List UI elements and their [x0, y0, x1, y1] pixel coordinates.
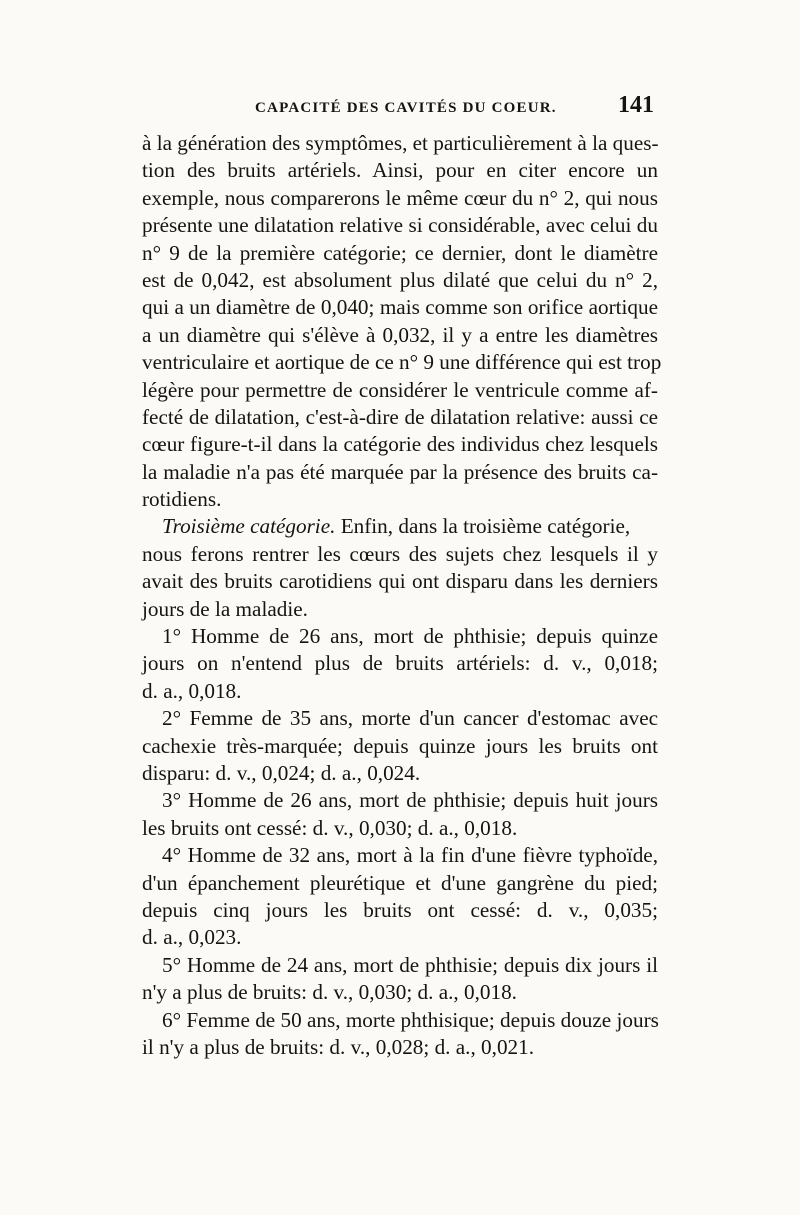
text-line: est de 0,042, est absolument plus dilaté que celui du n° 2, — [142, 267, 658, 292]
paragraph — [142, 513, 658, 623]
text-line: d. a., 0,018. — [142, 678, 242, 703]
text-line: fecté de dilatation, c'est-à-dire de dilatation relative: aussi ce — [142, 404, 658, 429]
text-line: disparu: d. v., 0,024; d. a., 0,024. — [142, 760, 421, 785]
text-line: n'y a plus de bruits: d. v., 0,030; d. a., 0,018. — [142, 980, 517, 1005]
case-entry — [142, 1007, 658, 1062]
case-entry — [142, 787, 658, 842]
case-entry — [142, 952, 658, 1007]
text-line: a un diamètre qui s'élève à 0,032, il y a entre les diamètres — [142, 322, 658, 347]
text-line: d'un épanchement pleurétique et d'une gangrène du pied; — [142, 870, 658, 895]
page-body — [142, 130, 662, 1061]
text-line: ventriculaire et aortique de ce n° 9 une différence qui est trop — [142, 350, 662, 375]
case-entry — [142, 705, 658, 787]
text-line: les bruits ont cessé: d. v., 0,030; d. a., 0,018. — [142, 815, 518, 840]
text-line: n° 9 de la première catégorie; ce dernier, dont le diamètre — [142, 240, 658, 265]
page-header — [142, 92, 654, 126]
text-line: nous ferons rentrer les cœurs des sujets chez lesquels il y — [142, 541, 658, 566]
text-line: rotidiens. — [142, 487, 222, 512]
text-line: jours on n'entend plus de bruits artériels: d. v., 0,018; — [142, 651, 658, 676]
text-line: jours de la maladie. — [142, 596, 308, 621]
text-line: 3° Homme de 26 ans, mort de phthisie; depuis huit jours — [162, 788, 658, 813]
text-line: tion des bruits artériels. Ainsi, pour en citer encore un — [142, 158, 658, 183]
page-number: 141 — [618, 92, 654, 118]
text-line: il n'y a plus de bruits: d. v., 0,028; d. a., 0,021. — [142, 1034, 535, 1059]
text-line: 5° Homme de 24 ans, mort de phthisie; depuis dix jours il — [162, 952, 658, 977]
text-line: 1° Homme de 26 ans, mort de phthisie; depuis quinze — [162, 624, 658, 649]
text-line: avait des bruits carotidiens qui ont disparu dans les derniers — [142, 569, 658, 594]
text-line: qui a un diamètre de 0,040; mais comme son orifice aortique — [142, 295, 658, 320]
text-line: cachexie très-marquée; depuis quinze jours les bruits ont — [142, 733, 658, 758]
case-entry — [142, 842, 658, 952]
text-line: 4° Homme de 32 ans, mort à la fin d'une fièvre typhoïde, — [162, 843, 658, 868]
text-line: depuis cinq jours les bruits ont cessé: d. v., 0,035; — [142, 897, 658, 922]
text-line — [142, 513, 658, 540]
text-line: 6° Femme de 50 ans, morte phthisique; depuis douze jours — [162, 1007, 659, 1032]
section-heading: Troisième catégorie. — [162, 514, 336, 539]
paragraph — [142, 130, 662, 513]
case-entry — [142, 623, 658, 705]
text-line: d. a., 0,023. — [142, 925, 242, 950]
text-line: la maladie n'a pas été marquée par la présence des bruits ca- — [142, 459, 658, 484]
text-line: à la génération des symptômes, et particulièrement à la ques- — [142, 131, 659, 155]
text-fragment: Enfin, dans la troisième catégorie, — [335, 514, 631, 539]
text-line: exemple, nous comparerons le même cœur du n° 2, qui nous — [142, 185, 658, 210]
text-line: légère pour permettre de considérer le ventricule comme af- — [142, 377, 658, 402]
text-line: 2° Femme de 35 ans, morte d'un cancer d'estomac avec — [162, 706, 658, 731]
running-title: CAPACITÉ DES CAVITÉS DU COEUR. — [255, 100, 557, 116]
text-line: cœur figure-t-il dans la catégorie des individus chez lesquels — [142, 432, 658, 457]
text-line: présente une dilatation relative si considérable, avec celui du — [142, 213, 658, 238]
